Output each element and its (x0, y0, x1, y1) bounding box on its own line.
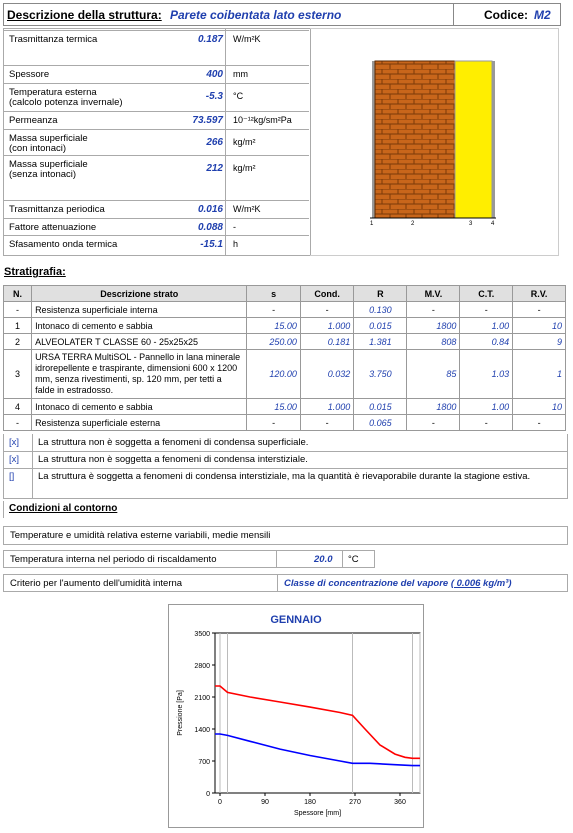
table-cell: 15.00 (247, 399, 301, 415)
table-cell: - (513, 415, 566, 431)
property-label: Fattore attenuazione (9, 222, 97, 233)
property-unit: mm (233, 69, 248, 79)
property-value: 0.016 (197, 204, 223, 215)
x-axis-label: Spessore [mm] (293, 810, 342, 817)
table-cell: 808 (407, 334, 460, 350)
column-header: M.V. (407, 286, 460, 302)
humidity-criterion-label: Criterio per l'aumento dell'umidità interna (10, 578, 183, 589)
table-cell: Resistenza superficiale esterna (32, 415, 247, 431)
table-cell: 10 (513, 318, 566, 334)
property-label: Trasmittanza termica (9, 34, 98, 45)
property-label: Sfasamento onda termica (9, 239, 118, 250)
x-tick-label: 360 (394, 799, 406, 806)
table-cell: 0.84 (460, 334, 513, 350)
property-unit: W/m²K (233, 34, 261, 44)
property-value: 400 (206, 69, 223, 80)
table-cell: 1.00 (460, 318, 513, 334)
table-cell: - (513, 302, 566, 318)
table-cell: - (4, 302, 32, 318)
y-tick-label: 2100 (194, 695, 210, 702)
property-sublabel: (con intonaci) (9, 143, 67, 154)
table-cell: 1.03 (460, 350, 513, 399)
column-header: R.V. (513, 286, 566, 302)
table-cell: Intonaco di cemento e sabbia (32, 399, 247, 415)
wall-section-panel (310, 28, 559, 256)
table-cell: - (4, 415, 32, 431)
property-unit: kg/m² (233, 163, 256, 173)
table-cell: - (300, 415, 353, 431)
external-conditions-text: Temperature e umidità relativa esterne variabili, medie mensili (10, 530, 271, 541)
column-header: s (247, 286, 301, 302)
table-row (4, 334, 566, 350)
y-tick-label: 700 (198, 759, 210, 766)
check-text: La struttura non è soggetta a fenomeni di condensa interstiziale. (38, 454, 308, 465)
table-cell: URSA TERRA MultiSOL - Pannello in lana minerale idrorepellente e traspirante, dimensioni 600 x 1200 mm, senza rivestimenti, sp. 120 mm, per tetti a falde in estradosso. (32, 350, 247, 399)
table-cell: 1 (513, 350, 566, 399)
property-label: Permeanza (9, 115, 58, 126)
table-cell: 1.381 (354, 334, 407, 350)
description-value: Parete coibentata lato esterno (170, 8, 342, 22)
check-marker: [x] (9, 454, 20, 465)
property-sublabel: (senza intonaci) (9, 169, 77, 180)
layers-table (3, 285, 566, 431)
property-unit: °C (233, 91, 244, 101)
code-label: Codice: (484, 8, 529, 22)
boundary-title: Condizioni al contorno (9, 503, 118, 514)
description-label: Descrizione della struttura: (7, 8, 162, 22)
table-cell: ALVEOLATER T CLASSE 60 - 25x25x25 (32, 334, 247, 350)
stratigrafia-title: Stratigrafia: (4, 266, 66, 278)
table-cell: - (407, 302, 460, 318)
table-cell: 1.000 (300, 399, 353, 415)
property-unit: kg/m² (233, 137, 256, 147)
internal-temperature-label: Temperatura interna nel periodo di riscaldamento (10, 554, 217, 565)
table-row (4, 415, 566, 431)
property-row (3, 200, 309, 218)
chart-title: GENNAIO (270, 614, 322, 626)
table-cell: - (460, 415, 513, 431)
table-cell: - (300, 302, 353, 318)
table-row (4, 318, 566, 334)
property-row (3, 83, 309, 110)
property-unit: h (233, 239, 239, 249)
plaster-outer (492, 61, 495, 218)
table-cell: 120.00 (247, 350, 301, 399)
pressure-chart (168, 604, 424, 828)
humidity-criterion-box (3, 574, 568, 592)
table-cell: Resistenza superficiale interna (32, 302, 247, 318)
table-cell: 15.00 (247, 318, 301, 334)
table-cell: 1.000 (300, 318, 353, 334)
plot-area (215, 633, 420, 793)
property-value: 0.088 (197, 222, 223, 233)
column-header: C.T. (460, 286, 513, 302)
property-value: 266 (206, 137, 223, 148)
y-tick-label: 1400 (194, 727, 210, 734)
internal-temperature-value: 20.0 (314, 554, 333, 565)
table-cell: 0.130 (354, 302, 407, 318)
property-value: 212 (206, 163, 223, 174)
table-row (4, 399, 566, 415)
table-cell: 0.065 (354, 415, 407, 431)
check-marker: [] (9, 471, 15, 482)
y-tick-label: 0 (206, 791, 210, 798)
axis-label-4: 4 (491, 221, 495, 227)
property-row (3, 65, 309, 83)
table-row (4, 302, 566, 318)
code-value: M2 (534, 8, 551, 22)
internal-temperature-unit: °C (348, 554, 359, 565)
condensation-check-row (3, 451, 568, 469)
y-tick-label: 3500 (194, 631, 210, 638)
wall-section-drawing (310, 29, 558, 255)
y-tick-label: 2800 (194, 663, 210, 670)
table-cell: 4 (4, 399, 32, 415)
property-value: 73.597 (192, 115, 223, 126)
axis-label-3: 3 (469, 221, 473, 227)
table-cell: 9 (513, 334, 566, 350)
table-cell: 85 (407, 350, 460, 399)
humidity-criterion-value: Classe di concentrazione del vapore ( 0.006 kg/m³) (284, 578, 512, 589)
axis-label-2: 2 (411, 221, 415, 227)
check-marker: [x] (9, 437, 20, 448)
property-unit: - (233, 222, 236, 232)
check-text: La struttura è soggetta a fenomeni di condensa interstiziale, ma la quantità è rievaporabile durante la stagione estiva. (38, 471, 531, 482)
table-row (4, 350, 566, 399)
table-cell: 3.750 (354, 350, 407, 399)
property-value: 0.187 (197, 34, 223, 45)
internal-temperature-box (3, 550, 375, 568)
condensation-check-row (3, 434, 568, 452)
column-header: N. (4, 286, 32, 302)
condensation-check-row (3, 468, 568, 499)
table-cell: 3 (4, 350, 32, 399)
table-cell: 0.181 (300, 334, 353, 350)
y-axis-label: Pressione [Pa] (177, 690, 184, 736)
x-tick-label: 180 (304, 799, 316, 806)
table-cell: Intonaco di cemento e sabbia (32, 318, 247, 334)
property-value: -15.1 (200, 239, 223, 250)
table-cell: - (407, 415, 460, 431)
table-cell: 1 (4, 318, 32, 334)
property-value: -5.3 (205, 91, 223, 102)
property-row (3, 129, 309, 156)
column-header: R (354, 286, 407, 302)
property-row (3, 155, 309, 182)
property-sublabel: (calcolo potenza invernale) (9, 97, 123, 108)
table-cell: 0.015 (354, 399, 407, 415)
table-cell: 250.00 (247, 334, 301, 350)
column-header: Descrizione strato (32, 286, 247, 302)
property-label: Massa superficiale (9, 159, 88, 170)
property-label: Temperatura esterna (9, 87, 97, 98)
property-row (3, 30, 309, 48)
property-row (3, 111, 309, 129)
property-label: Massa superficiale (9, 133, 88, 144)
external-conditions-box (3, 526, 568, 545)
table-cell: - (247, 302, 301, 318)
property-label: Spessore (9, 69, 50, 80)
table-cell: 1.00 (460, 399, 513, 415)
header-bar (3, 3, 561, 26)
column-header: Cond. (300, 286, 353, 302)
table-cell: 1800 (407, 318, 460, 334)
x-tick-label: 0 (218, 799, 222, 806)
property-row (3, 235, 309, 253)
table-cell: - (247, 415, 301, 431)
property-unit: W/m²K (233, 204, 261, 214)
property-unit: 10⁻¹²kg/sm²Pa (233, 115, 292, 125)
pressure-chart-svg (169, 605, 423, 827)
property-label: Trasmittanza periodica (9, 204, 105, 215)
table-cell: 10 (513, 399, 566, 415)
axis-label-1: 1 (370, 221, 374, 227)
table-cell: - (460, 302, 513, 318)
table-cell: 1800 (407, 399, 460, 415)
brick-layer (375, 61, 455, 218)
x-tick-label: 90 (261, 799, 269, 806)
table-cell: 2 (4, 334, 32, 350)
table-cell: 0.032 (300, 350, 353, 399)
header-divider (453, 4, 454, 25)
x-tick-label: 270 (349, 799, 361, 806)
table-cell: 0.015 (354, 318, 407, 334)
insulation-layer (455, 61, 492, 218)
property-row (3, 218, 309, 236)
check-text: La struttura non è soggetta a fenomeni di condensa superficiale. (38, 437, 309, 448)
